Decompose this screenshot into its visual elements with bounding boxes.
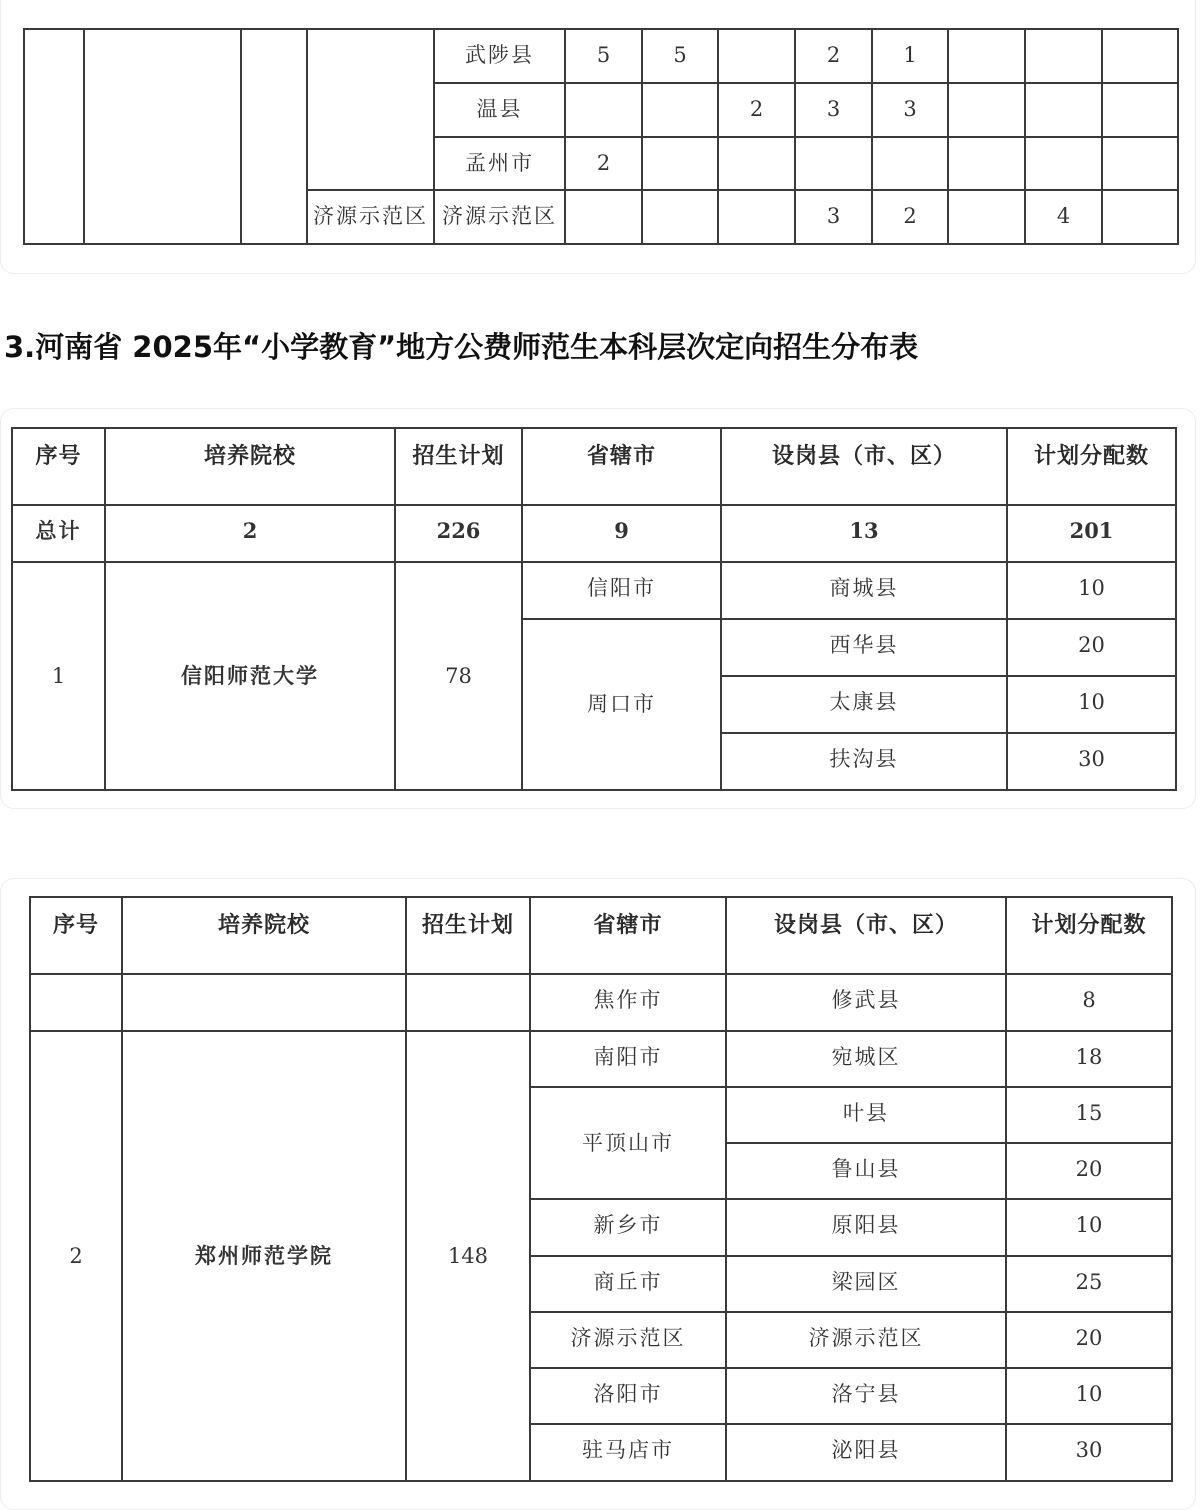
empty-cell [122, 974, 406, 1031]
city-cell: 济源示范区 [530, 1312, 726, 1368]
county-cell: 泌阳县 [726, 1424, 1006, 1481]
section-title: 3.河南省 2025年“小学教育”地方公费师范生本科层次定向招生分布表 [4, 330, 919, 364]
county-cell: 温县 [434, 83, 565, 137]
county-cell: 西华县 [721, 619, 1007, 676]
county-cell: 扶沟县 [721, 733, 1007, 790]
city-cell: 信阳市 [522, 562, 721, 619]
school-cell: 信阳师范大学 [105, 562, 395, 790]
seq-cell: 1 [12, 562, 105, 790]
county-cell: 武陟县 [434, 29, 565, 83]
alloc-cell: 18 [1006, 1031, 1172, 1087]
value-cell [1102, 190, 1178, 244]
value-cell [642, 137, 718, 190]
allocation-table-2 [29, 896, 1173, 1482]
value-cell [948, 29, 1025, 83]
city-cell: 新乡市 [530, 1199, 726, 1256]
county-cell: 太康县 [721, 676, 1007, 733]
value-cell [1102, 83, 1178, 137]
city-cell: 济源示范区 [307, 190, 434, 244]
alloc-cell: 30 [1006, 1424, 1172, 1481]
county-cell: 宛城区 [726, 1031, 1006, 1087]
value-cell: 5 [565, 29, 642, 83]
value-cell [1102, 137, 1178, 190]
total-label: 总计 [12, 505, 105, 562]
city-cell: 洛阳市 [530, 1368, 726, 1424]
header-row [30, 897, 1172, 974]
header-seq: 序号 [30, 897, 122, 974]
empty-cell [30, 974, 122, 1031]
table-row [24, 29, 1178, 83]
header-alloc: 计划分配数 [1006, 897, 1172, 974]
header-city: 省辖市 [530, 897, 726, 974]
county-cell: 梁园区 [726, 1256, 1006, 1312]
value-cell [948, 190, 1025, 244]
seq-cell: 2 [30, 1031, 122, 1481]
header-row [12, 428, 1176, 505]
value-cell [718, 190, 795, 244]
header-plan: 招生计划 [395, 428, 522, 505]
value-cell [642, 83, 718, 137]
empty-cell [84, 29, 241, 244]
total-county: 13 [721, 505, 1007, 562]
value-cell: 1 [872, 29, 948, 83]
header-plan: 招生计划 [406, 897, 530, 974]
value-cell [718, 137, 795, 190]
value-cell [872, 137, 948, 190]
value-cell: 3 [795, 83, 872, 137]
county-cell: 叶县 [726, 1087, 1006, 1143]
value-cell: 2 [718, 83, 795, 137]
alloc-cell: 10 [1006, 1368, 1172, 1424]
county-cell: 济源示范区 [434, 190, 565, 244]
county-cell: 洛宁县 [726, 1368, 1006, 1424]
alloc-cell: 25 [1006, 1256, 1172, 1312]
value-cell [565, 190, 642, 244]
value-cell [948, 137, 1025, 190]
table-row [12, 562, 1176, 619]
header-county: 设岗县（市、区） [721, 428, 1007, 505]
alloc-cell: 20 [1007, 619, 1176, 676]
county-cell: 原阳县 [726, 1199, 1006, 1256]
plan-cell: 148 [406, 1031, 530, 1481]
empty-cell [241, 29, 307, 244]
total-plan: 226 [395, 505, 522, 562]
alloc-cell: 10 [1006, 1199, 1172, 1256]
city-cell: 周口市 [522, 619, 721, 790]
value-cell [718, 29, 795, 83]
value-cell [1025, 29, 1102, 83]
city-cell: 焦作市 [530, 974, 726, 1031]
table-card-1 [0, 408, 1196, 809]
county-cell: 修武县 [726, 974, 1006, 1031]
county-cell: 济源示范区 [726, 1312, 1006, 1368]
allocation-table-1 [11, 427, 1177, 791]
header-alloc: 计划分配数 [1007, 428, 1176, 505]
alloc-cell: 10 [1007, 562, 1176, 619]
empty-cell [406, 974, 530, 1031]
total-school: 2 [105, 505, 395, 562]
alloc-cell: 20 [1006, 1312, 1172, 1368]
alloc-cell: 30 [1007, 733, 1176, 790]
table-card-2 [0, 878, 1196, 1510]
alloc-cell: 15 [1006, 1087, 1172, 1143]
header-county: 设岗县（市、区） [726, 897, 1006, 974]
previous-table [23, 28, 1179, 245]
city-cell: 平顶山市 [530, 1087, 726, 1199]
empty-cell [24, 29, 84, 244]
value-cell: 5 [642, 29, 718, 83]
table-row [30, 974, 1172, 1031]
header-seq: 序号 [12, 428, 105, 505]
table-row [30, 1031, 1172, 1087]
county-cell: 孟州市 [434, 137, 565, 190]
total-row [12, 505, 1176, 562]
empty-cell [307, 29, 434, 190]
value-cell [1102, 29, 1178, 83]
alloc-cell: 20 [1006, 1143, 1172, 1199]
value-cell: 2 [565, 137, 642, 190]
value-cell [1025, 137, 1102, 190]
value-cell: 3 [795, 190, 872, 244]
alloc-cell: 8 [1006, 974, 1172, 1031]
value-cell: 3 [872, 83, 948, 137]
table-card-previous [0, 0, 1196, 274]
alloc-cell: 10 [1007, 676, 1176, 733]
total-city: 9 [522, 505, 721, 562]
city-cell: 商丘市 [530, 1256, 726, 1312]
county-cell: 商城县 [721, 562, 1007, 619]
header-school: 培养院校 [122, 897, 406, 974]
value-cell: 4 [1025, 190, 1102, 244]
value-cell [565, 83, 642, 137]
value-cell [642, 190, 718, 244]
header-city: 省辖市 [522, 428, 721, 505]
value-cell: 2 [872, 190, 948, 244]
total-alloc: 201 [1007, 505, 1176, 562]
county-cell: 鲁山县 [726, 1143, 1006, 1199]
header-school: 培养院校 [105, 428, 395, 505]
plan-cell: 78 [395, 562, 522, 790]
value-cell: 2 [795, 29, 872, 83]
city-cell: 南阳市 [530, 1031, 726, 1087]
school-cell: 郑州师范学院 [122, 1031, 406, 1481]
city-cell: 驻马店市 [530, 1424, 726, 1481]
value-cell [1025, 83, 1102, 137]
value-cell [948, 83, 1025, 137]
value-cell [795, 137, 872, 190]
